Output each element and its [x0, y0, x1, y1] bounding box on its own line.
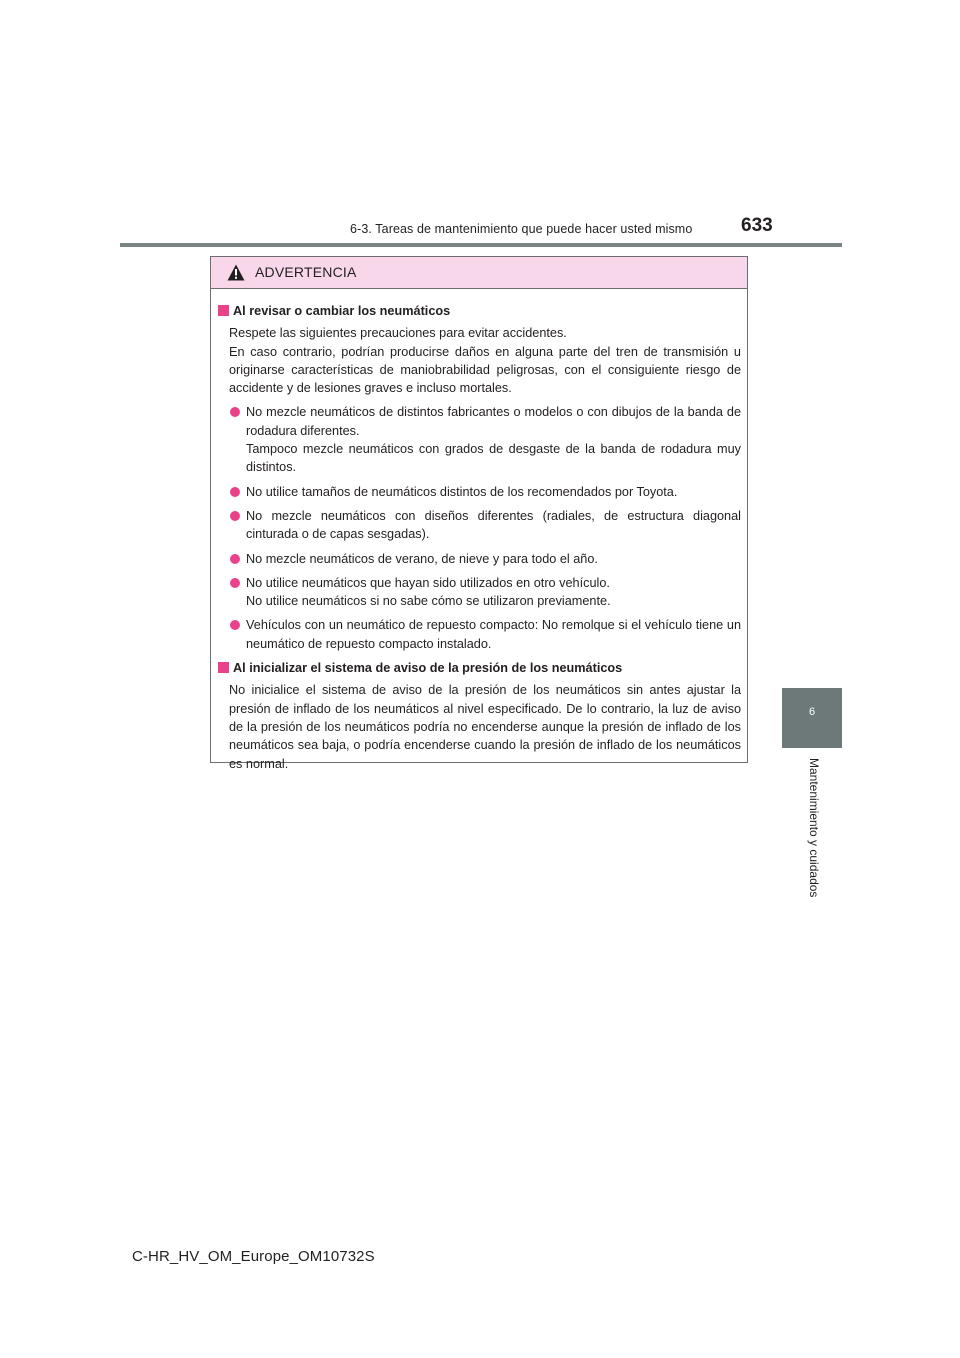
warning-header: [211, 257, 747, 289]
round-bullet-icon: [230, 554, 240, 564]
document-code: C-HR_HV_OM_Europe_OM10732S: [132, 1248, 375, 1265]
section-heading: [218, 659, 741, 677]
square-bullet-icon: [218, 662, 229, 673]
chapter-label: Mantenimiento y cuidados: [807, 758, 821, 898]
page-number: 633: [741, 215, 773, 236]
intro-line: Respete las siguientes precauciones para evitar accidentes.: [229, 326, 567, 341]
section-heading-text: Al inicializar el sistema de aviso de la presión de los neumáticos: [233, 661, 623, 676]
chapter-number: 6: [808, 706, 816, 718]
warning-body: [211, 289, 747, 773]
section-paragraph: No inicialice el sistema de aviso de la presión de los neumáticos sin antes ajustar la presión de inflado de los neumáticos al nivel especificado. De lo contrario, la luz de aviso de la presión de los neumáticos podría no encenderse aunque la presión de inflado de los neumáticos sea baja, o podría encenderse cuando la presión de inflado de los neumáticos es normal.: [229, 683, 741, 771]
section-heading: [218, 302, 741, 320]
section-heading-text: Al revisar o cambiar los neumáticos: [233, 304, 451, 318]
section-title: 6-3. Tareas de mantenimiento que puede hacer usted mismo: [350, 222, 693, 236]
square-bullet-icon: [218, 305, 229, 316]
round-bullet-icon: [230, 511, 240, 521]
list-item-text: No mezcle neumáticos de distintos fabricantes o modelos o con dibujos de la banda de rodadura diferentes.: [246, 405, 741, 438]
round-bullet-icon: [230, 407, 240, 417]
list-item-text: No utilice neumáticos que hayan sido utilizados en otro vehículo.: [246, 575, 610, 590]
round-bullet-icon: [230, 620, 240, 630]
list-item-text: No mezcle neumáticos con diseños diferentes (radiales, de estructura diagonal cinturada o de capas sesgadas).: [246, 508, 741, 542]
list-item-text: No mezcle neumáticos de verano, de nieve y para todo el año.: [246, 551, 598, 566]
round-bullet-icon: [230, 487, 240, 497]
list-item: [230, 616, 741, 653]
list-item-text: Vehículos con un neumático de repuesto compacto: No remolque si el vehículo tiene un neumático de repuesto compacto instalado.: [246, 618, 741, 651]
section-intro: [229, 324, 741, 397]
warning-title: ADVERTENCIA: [255, 264, 357, 280]
list-item: [230, 403, 741, 476]
list-item-text: No utilice tamaños de neumáticos distintos de los recomendados por Toyota.: [246, 484, 678, 499]
list-item-text: No utilice neumáticos si no sabe cómo se utilizaron previamente.: [246, 594, 611, 609]
warning-triangle-icon: [227, 264, 245, 281]
list-item: [230, 507, 741, 544]
list-item: [230, 483, 741, 501]
warning-box: [210, 256, 748, 771]
round-bullet-icon: [230, 578, 240, 588]
list-item-text: Tampoco mezcle neumáticos con grados de desgaste de la banda de rodadura muy distintos.: [246, 442, 741, 475]
header-divider: [120, 243, 842, 247]
intro-line: En caso contrario, podrían producirse daños en alguna parte del tren de transmisión u originarse características de maniobrabilidad peligrosas, con el consiguiente riesgo de accidente y de lesiones graves e incluso mortales.: [229, 344, 741, 396]
list-item: [230, 574, 741, 611]
chapter-tab: [782, 688, 842, 748]
list-item: [230, 550, 741, 568]
